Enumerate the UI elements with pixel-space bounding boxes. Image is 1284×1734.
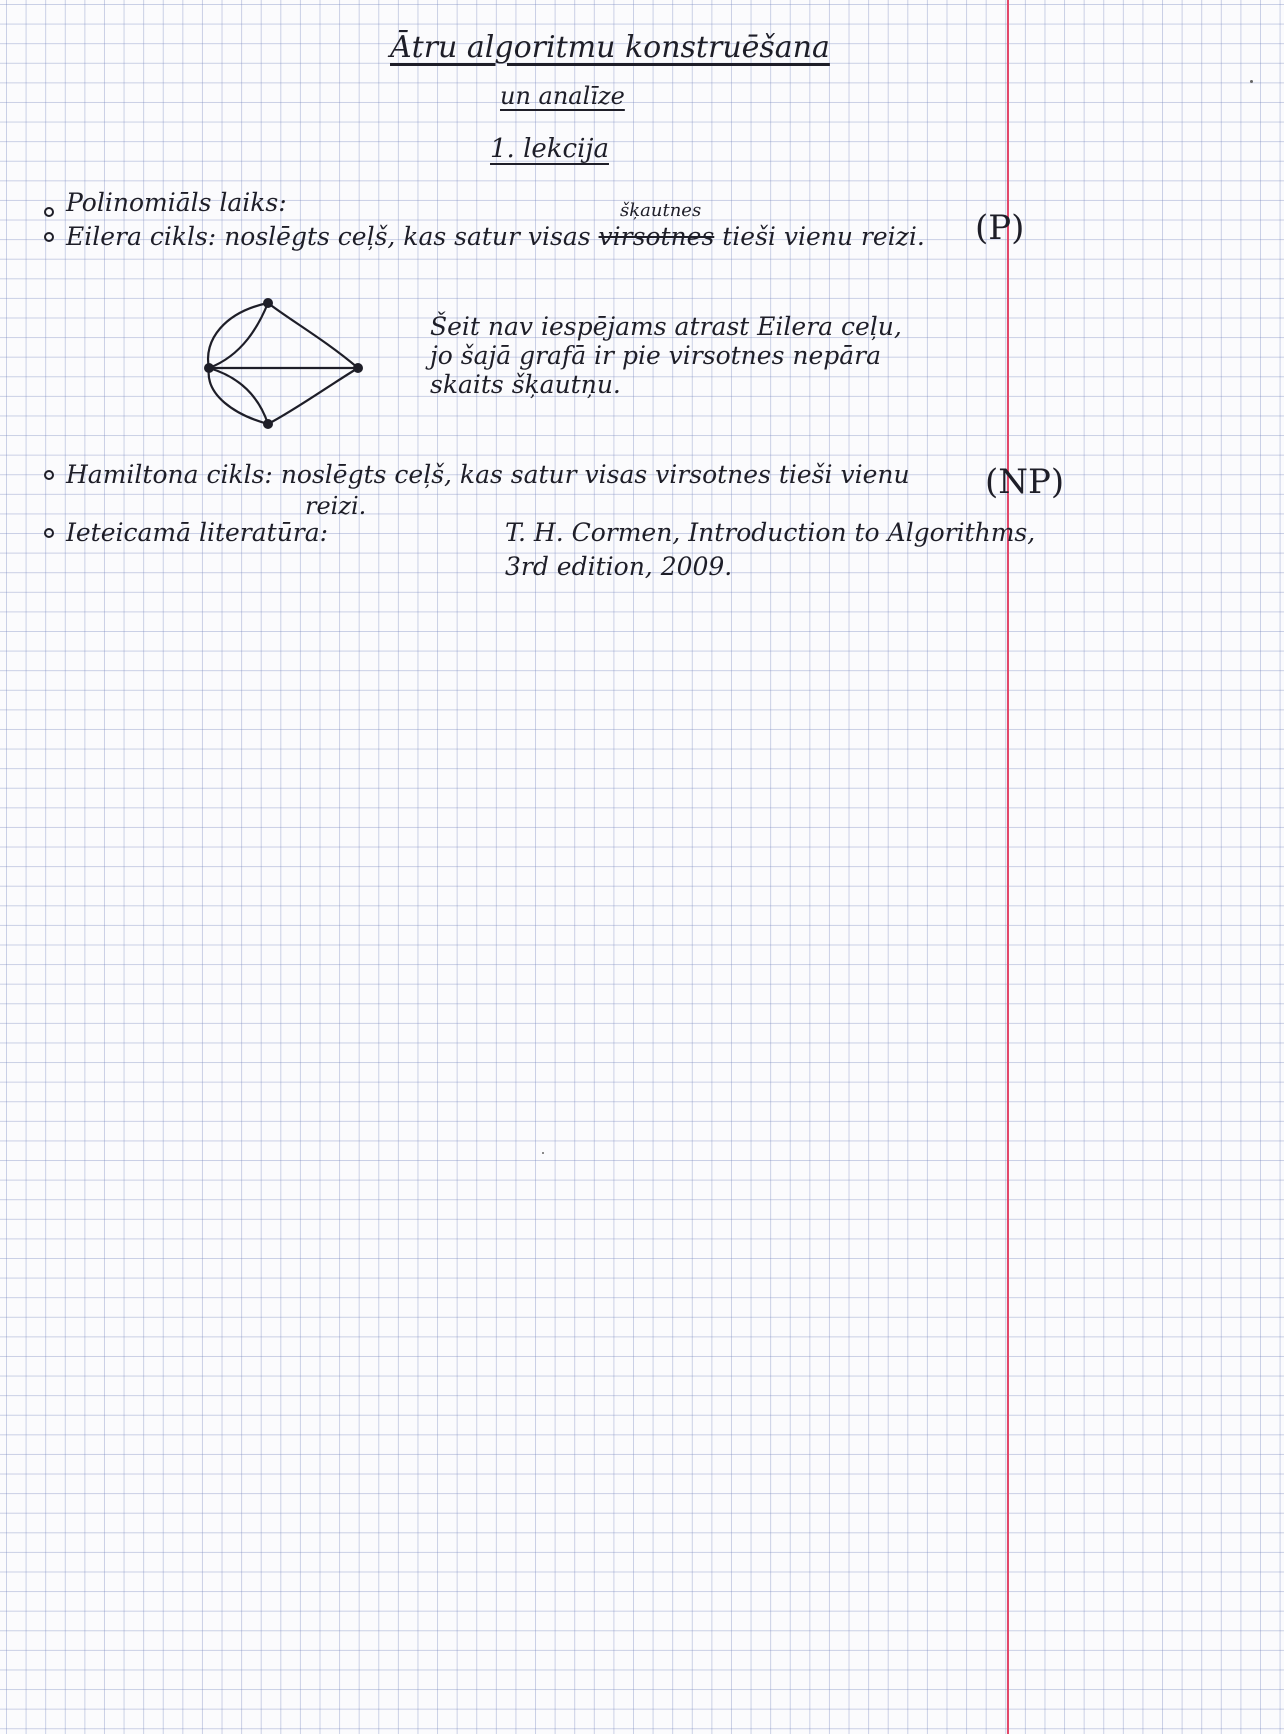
graph-node-bottom bbox=[263, 419, 273, 429]
ink-speck bbox=[542, 1152, 544, 1154]
ink-speck bbox=[1250, 80, 1253, 83]
graph-edge bbox=[209, 368, 268, 424]
item-hamilton-text: noslēgts ceļš, kas satur visas virsotnes tieši vienu bbox=[280, 460, 910, 489]
item-hamilton-label: Hamiltona cikls: bbox=[66, 460, 273, 489]
item-hamilton bbox=[66, 460, 910, 489]
item-literature-continuation: 3rd edition, 2009. bbox=[505, 552, 733, 581]
item-euler-label: Eilera cikls: bbox=[66, 222, 217, 251]
item-euler bbox=[66, 222, 925, 251]
item-euler-text: noslēgts ceļš, kas satur visas bbox=[224, 222, 591, 251]
graph-node-left bbox=[204, 363, 214, 373]
graph-note-line: jo šajā grafā ir pie virsotnes nepāra bbox=[430, 341, 882, 370]
item-euler-tag: (P) bbox=[975, 208, 1025, 248]
bullet-icon bbox=[44, 207, 54, 217]
graph-note-line: skaits šķautņu. bbox=[430, 370, 621, 399]
item-hamilton-tag: (NP) bbox=[985, 462, 1065, 502]
bullet-icon bbox=[44, 528, 54, 538]
page-subtitle: un analīze bbox=[500, 82, 625, 110]
item-euler-insert-word: šķautnes bbox=[620, 200, 702, 221]
item-polynomial-label: Polinomiāls laiks: bbox=[66, 188, 287, 217]
graph-diagram bbox=[195, 290, 375, 440]
graph-note bbox=[430, 312, 990, 399]
bullet-icon bbox=[44, 232, 54, 242]
graph-node-right bbox=[353, 363, 363, 373]
bullet-icon bbox=[44, 470, 54, 480]
item-euler-text-after: tieši vienu reizi. bbox=[722, 222, 925, 251]
graph-edge bbox=[208, 303, 268, 368]
item-literature-text: T. H. Cormen, Introduction to Algorithms, bbox=[505, 518, 1036, 547]
item-literature-label: Ieteicamā literatūra: bbox=[66, 518, 329, 547]
margin-line bbox=[1007, 0, 1009, 1734]
graph-note-line: Šeit nav iespējams atrast Eilera ceļu, bbox=[430, 312, 902, 341]
graph-node-top bbox=[263, 298, 273, 308]
item-hamilton-continuation: reizi. bbox=[305, 492, 367, 520]
page-title: Ātru algoritmu konstruēšana bbox=[390, 30, 830, 65]
item-euler-struck-word: virsotnes bbox=[598, 222, 715, 251]
lecture-heading: 1. lekcija bbox=[490, 134, 609, 164]
graph-edge bbox=[268, 368, 358, 424]
graph-edge bbox=[268, 303, 358, 368]
